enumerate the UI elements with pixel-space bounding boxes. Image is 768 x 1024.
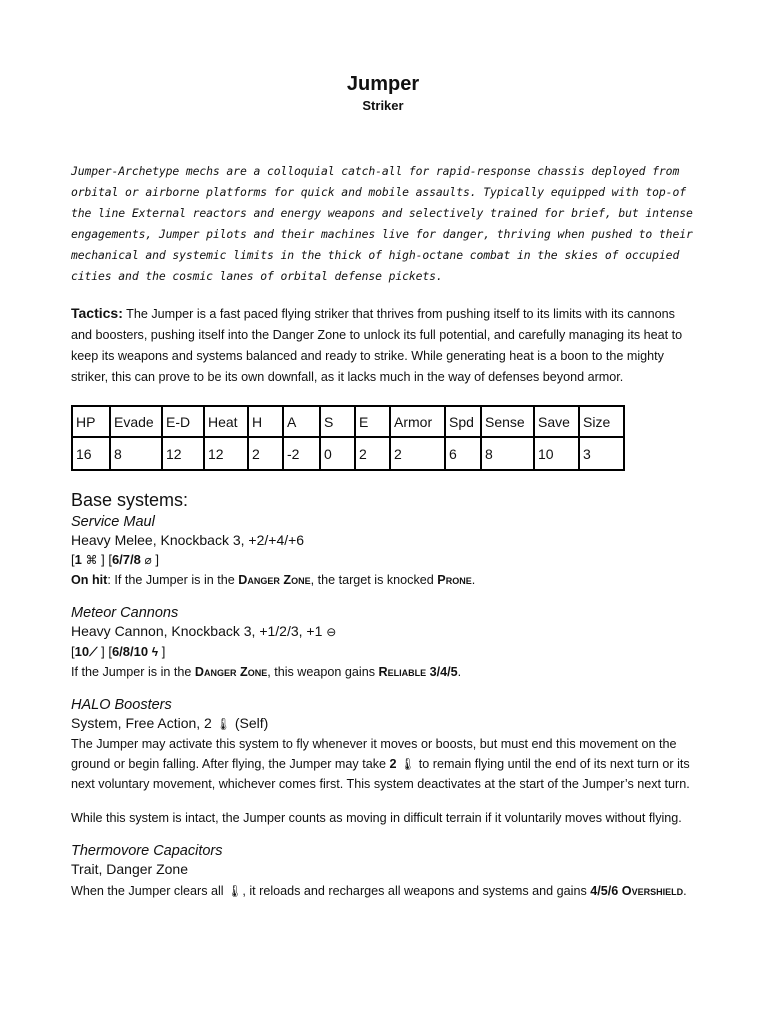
weapon-stats-meteor-cannons [71,642,695,662]
rule-text: . [457,665,462,679]
keyword-reliable: Reliable [378,665,427,679]
stat-header-evade: Evade [110,406,162,437]
damage-value: 6/7/8 [111,552,141,567]
rule-text: , the target is knocked [310,573,438,587]
stat-value-e: 2 [355,437,390,470]
rule-text-halo-boosters-1 [71,734,695,794]
stat-value-save: 10 [534,437,579,470]
system-name-meteor-cannons: Meteor Cannons [71,605,179,621]
rule-text: to remain flying until the end of its next turn or its next voluntary movement, whichever comes first. This system deactivates at the start of the Jumper’s next turn. [71,757,690,791]
stat-header-heat: Heat [204,406,248,437]
stat-value-s: 0 [320,437,355,470]
rule-text-halo-boosters-2: While this system is intact, the Jumper counts as moving in difficult terrain if it voluntarily moves without flying. [71,811,682,825]
bracket: [ [71,552,75,567]
threat-icon: ⌘ [85,553,98,567]
bracket: ] [158,644,166,659]
tactics-label: Tactics: [71,305,123,321]
stat-header-armor: Armor [390,406,445,437]
stat-header-save: Save [534,406,579,437]
stat-value-ed: 12 [162,437,204,470]
kinetic-damage-icon: ⌀ [144,553,152,567]
stat-header-s: S [320,406,355,437]
range-value: 1 [74,552,82,567]
bracket: ] [ [97,552,112,567]
document-page [71,72,695,901]
stat-header-h: H [248,406,283,437]
tags-text: Heavy Cannon, Knockback 3, +1/2/3, +1 [71,623,323,639]
stat-value-armor: 2 [390,437,445,470]
accuracy-icon: ⊖ [326,625,337,639]
rule-text: The Jumper may activate this system to fly whenever it moves or boosts, but must end this movement on the ground or begin falling. After flying, the Jumper may take [71,737,677,771]
heat-icon: 🌡 [215,717,231,731]
stat-value-heat: 12 [204,437,248,470]
rule-text: , it reloads and recharges all weapons and systems and gains [242,884,591,898]
keyword-prone: Prone [437,573,472,587]
rule-text: : If the Jumper is in the [107,573,239,587]
weapon-stats-service-maul [71,550,695,570]
system-name-thermovore-capacitors: Thermovore Capacitors [71,843,223,859]
reliable-value: 3/4/5 [429,665,458,679]
rule-text: , this weapon gains [267,665,379,679]
stat-value-spd: 6 [445,437,481,470]
rule-text: . [471,573,476,587]
stat-header-spd: Spd [445,406,481,437]
heat-icon: 🌡 [400,757,416,771]
stat-value-a: -2 [283,437,320,470]
stat-value-h: 2 [248,437,283,470]
stat-value-hp: 16 [72,437,110,470]
stats-table [71,405,625,471]
range-icon: ⟋ [89,645,98,659]
heat-cost-value: 2 [389,757,397,771]
system-name-service-maul: Service Maul [71,514,155,530]
rule-text: If the Jumper is in the [71,665,195,679]
stat-header-a: A [283,406,320,437]
rule-text: When the Jumper clears all [71,884,228,898]
keyword-danger-zone: Danger Zone [238,573,311,587]
system-tags-meteor-cannons [71,622,695,642]
bracket: ] [ [97,644,112,659]
tactics-paragraph [71,303,695,388]
base-systems-heading: Base systems: [71,490,189,510]
tags-text: System, Free Action, 2 [71,715,216,731]
rule-text-meteor-cannons [71,662,695,682]
heat-icon: 🌡 [227,884,243,898]
keyword-overshield: Overshield [621,884,684,898]
stats-header-row [72,406,624,437]
system-tags-halo-boosters [71,714,695,734]
energy-damage-icon: ϟ [151,645,159,659]
stat-header-e: E [355,406,390,437]
range-value: 10 [74,644,90,659]
keyword-danger-zone: Danger Zone [194,665,268,679]
tactics-text: The Jumper is a fast paced flying striker that thrives from pushing itself to its limits with its cannons and boosters, pushing itself into the Danger Zone to unlock its full potential, and carefully managing its heat to keep its weapons and systems balanced and ready to strike. While generating heat is a boon to the mighty striker, this can prove to be its own downfall, as it lacks much in the way of defenses beyond armor. [71,307,683,384]
bracket: [ [71,644,75,659]
stat-value-evade: 8 [110,437,162,470]
stat-header-hp: HP [72,406,110,437]
flavor-text: Jumper-Archetype mechs are a colloquial catch-all for rapid-response chassis deployed from orbital or airborne platforms for quick and mobile assaults. Typically equipped with top-of the line External reactors and energy weapons and selectively trained for brief, but intense engagements, Jumper pilots and their machines live for danger, thriving when pushed to their mechanical and systemic limits in the thick of high-octane combat in the skies of occupied cities and the cosmic lanes of orbital defense pickets. [71,164,693,283]
stats-value-row [72,437,624,470]
stat-header-sense: Sense [481,406,534,437]
stat-value-sense: 8 [481,437,534,470]
bracket: ] [151,552,159,567]
system-name-halo-boosters: HALO Boosters [71,697,172,713]
stat-header-size: Size [579,406,624,437]
frame-title: Jumper [346,73,420,95]
stat-value-size: 3 [579,437,624,470]
rule-text-thermovore-capacitors [71,881,695,901]
tags-text: (Self) [230,715,269,731]
overshield-value: 4/5/6 [590,884,619,898]
system-tags-thermovore-capacitors: Trait, Danger Zone [71,861,188,877]
on-hit-text-service-maul [71,570,695,590]
frame-role: Striker [362,98,404,113]
stat-header-ed: E-D [162,406,204,437]
rule-text: . [683,884,687,898]
damage-value: 6/8/10 [111,644,149,659]
system-tags-service-maul: Heavy Melee, Knockback 3, +2/+4/+6 [71,532,305,548]
on-hit-label: On hit [71,573,108,587]
